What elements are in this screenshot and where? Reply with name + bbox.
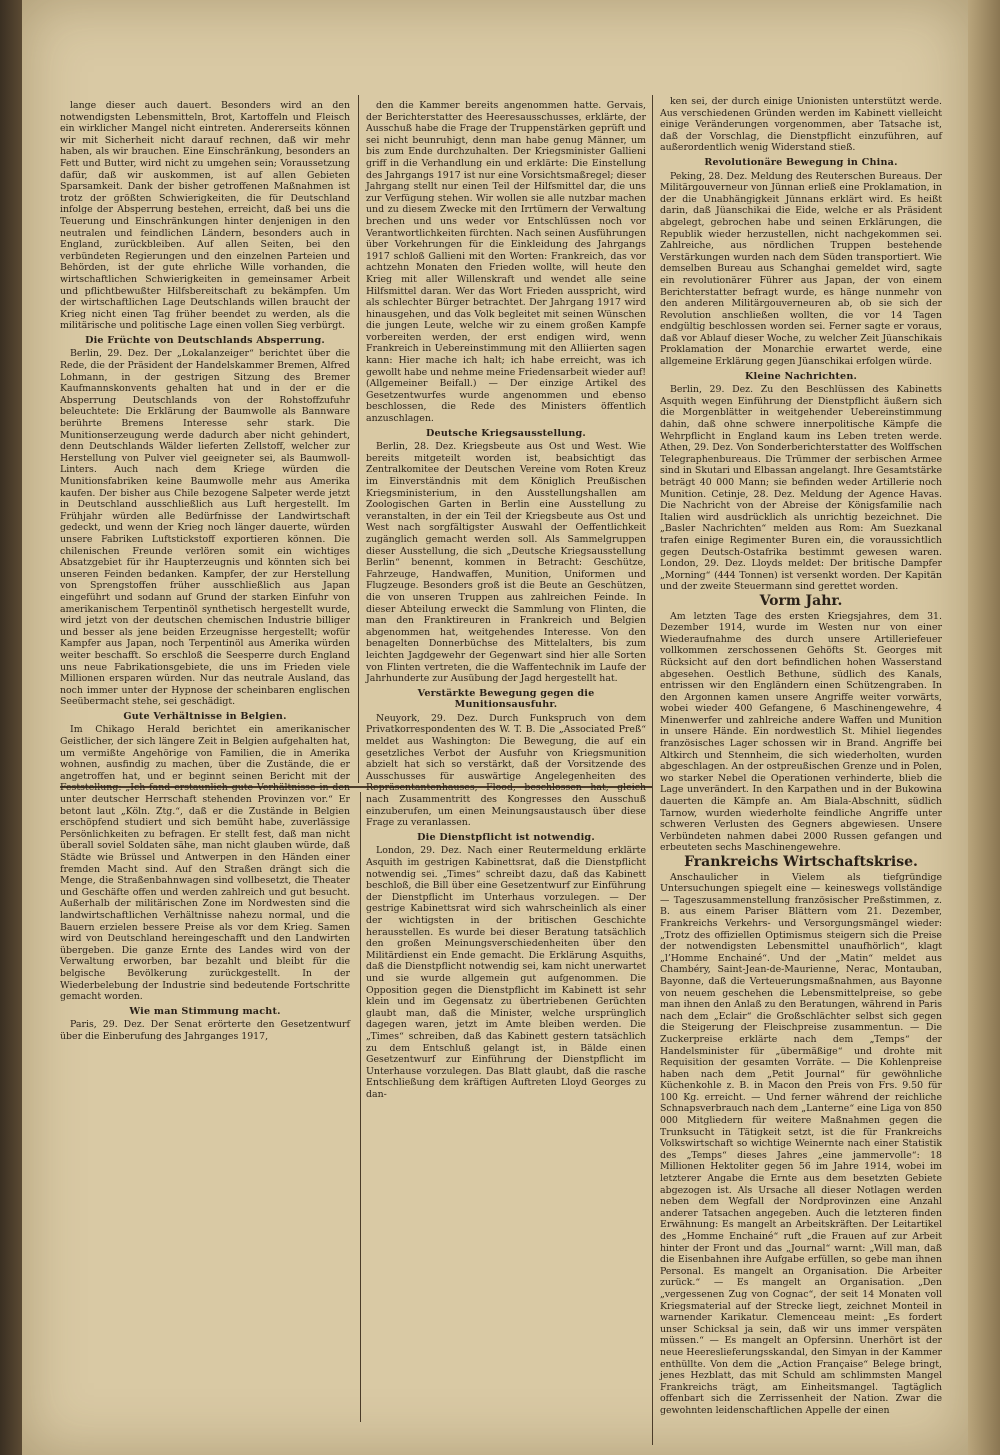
headline-vorm-jahr: Vorm Jahr.	[759, 592, 843, 609]
feuilleton-right	[370, 800, 648, 1420]
article-china: Peking, 28. Dez. Meldung des Reuterschen Bureaus. Der Militärgouverneur von Jünnan erließ eine Proklamation, in der die Unabhängigkeit Jünnans erklärt wird. Es heißt darin, daß Jüanschikai die Eide, welche er als Präsident abgelegt, gebrochen habe und seinen Erklärungen, die Republik wieder herzustellen, nicht nachgekommen sei. Zahlreiche, aus nördlichen Truppen bestehende Verstärkungen wurden nach dem Süden transportiert. Wie demselben Bureau aus Schanghai gemeldet wird, sagte ein revolutionärer Führer aus Japan, der von einem Berichterstatter befragt wurde, es hänge nunmehr von den anderen Militärgouverneuren ab, ob sie sich der Revolution anschließen wollten, die vor 14 Tagen endgültig beschlossen worden sei. Ferner sagte er voraus, daß vor Ablauf dieser Woche, zu welcher Zeit Jüanschikais Proklamation der Monarchie erwartet werde, eine allgemeine Erklärung gegen Jüanschikai erfolgen würde.	[660, 170, 942, 368]
headline-kleine-nachrichten: Kleine Nachrichten.	[744, 370, 858, 382]
feuilleton-column-rule	[360, 792, 361, 1422]
column-1	[60, 100, 350, 1042]
headline-kriegsausstellung: Deutsche Kriegsausstellung.	[426, 427, 586, 439]
headline-stimmung: Wie man Stimmung macht.	[129, 1005, 281, 1017]
column-rule-2	[652, 95, 653, 1445]
feuilleton-left	[66, 800, 354, 1420]
headline-belgien: Gute Verhältnisse in Belgien.	[123, 710, 287, 722]
article-stimmung: Paris, 29. Dez. Der Senat erörterte den Gesetzentwurf über die Einberufung des Jahrganges 1917,	[60, 1019, 350, 1042]
article-belgien: Im Chikago Herald berichtet ein amerikanischer Geistlicher, der sich längere Zeit in Belgien aufgehalten hat, um vermißte Angehörige von Familien, die in Amerika wohnen, ausfindig zu machen, über die Zustände, die er angetroffen hat, und er beginnt seinen Bericht mit der Feststellung: „Ich fand erstaunlich gute Verhältnisse in den unter deutscher Herrschaft stehenden Provinzen vor.“ Er betont laut „Köln. Ztg.“, daß er die Zustände in Belgien erschöpfend studiert und sich bemüht habe, zuverlässige Persönlichkeiten zu befragen. Er stellt fest, daß man nicht überall soviel Soldaten sähe, man nicht glauben würde, daß Städte wie Brüssel und Antwerpen in den Händen einer fremden Macht sind. Auf den Straßen drängt sich die Menge, die Straßenbahnwagen sind vollbesetzt, die Theater und Geschäfte offen und werden zahlreich und gut besucht. Außerhalb der militärischen Zone im Nordwesten sind die landwirtschaftlichen Verhältnisse nahezu normal, und die Bauern erzielen bessere Preise als vor dem Krieg. Samen wird von Deutschland hereingeschafft und den Landwirten übergeben. Die ganze Ernte des Landes wird von der Verwaltung erworben, bar bezahlt und bleibt für die belgische Bevölkerung zurückgestellt. In der Wiederbelebung der Industrie sind bedeutende Fortschritte gemacht worden.	[60, 724, 350, 1003]
article-munitionsausfuhr: Neuyork, 29. Dez. Durch Funkspruch von dem Privatkorrespondenten des W. T. B. Die „Associated Preß“ meldet aus Washington: Die Bewegung, die auf ein gesetzliches Verbot der Ausfuhr von Kriegsmunition abzielt hat sich so verstärkt, daß der Vorsitzende des Ausschusses für auswärtige Angelegenheiten des Repräsentantenhauses, Flood, beschlossen hat, gleich nach Zusammentritt des Kongresses den Ausschuß einzuberufen, um einen Meinungsaustausch über diese Frage zu veranlassen.	[366, 712, 646, 829]
article-kleine-nachrichten: Berlin, 29. Dez. Zu den Beschlüssen des Kabinetts Asquith wegen Einführung der Dienstpflicht äußern sich die Morgenblätter in weitgehender Uebereinstimmung dahin, daß ohne schwere innerpolitische Kämpfe die Wehrpflicht in England kaum ins Leben treten werde. Athen, 29. Dez. Von Sonderberichterstatter des Wolffschen Telegraphenbureaus. Die Trümmer der serbischen Armee sind in Skutari und Elbassan angelangt. Ihre Gesamtstärke beträgt 40 000 Mann; sie befinden weder Artillerie noch Munition. Cetinje, 28. Dez. Meldung der Agence Havas. Die Nachricht von der Abreise der Königsfamilie nach Italien wird ausdrücklich als unrichtig bezeichnet. Die „Basler Nachrichten“ melden aus Rom: Am Suezkanal trafen einige Regimenter Buren ein, die voraussichtlich gegen Deutsch-Ostafrika bestimmt gewesen waren. London, 29. Dez. Lloyds meldet: Der britische Dampfer „Morning“ (444 Tonnen) ist versenkt worden. Der Kapitän und der zweite Steuermann sind gerettet worden.	[660, 384, 942, 593]
column-rule-1	[358, 95, 359, 783]
headline-china: Revolutionäre Bewegung in China.	[704, 156, 898, 168]
headline-absperrung: Die Früchte von Deutschlands Absperrung.	[85, 334, 325, 346]
article-kriegsausstellung: Berlin, 28. Dez. Kriegsbeute aus Ost und West. Wie bereits mitgeteilt worden ist, beabsichtigt das Zentralkomitee der Deutschen Vereine vom Roten Kreuz im Einverständnis mit dem Königlich Preußischen Kriegsministerium, in den Ausstellungshallen am Zoologischen Garten in Berlin eine Ausstellung zu veranstalten, in der ein Teil der Kriegsbeute aus Ost und West nach sorgfältigster Auswahl der Oeffentlichkeit zugänglich gemacht werden soll. Als Sammelgruppen dieser Ausstellung, die sich „Deutsche Kriegsausstellung Berlin“ benennt, kommen in Betracht: Geschütze, Fahrzeuge, Handwaffen, Munition, Uniformen und Flugzeuge. Besonders groß ist die Beute an Geschützen, die von unseren Truppen aus zahlreichen Feinde. In dieser Abteilung erweckt die Sammlung von Flinten, die man den Franktireuren in Frankreich und Belgien abgenommen hat, weitgehendes Interesse. Von den benagelten Donnerbüchse des Mittelalters, bis zum leichten Jagdgewehr der Gegenwart sind hier alle Sorten von Flinten vertreten, die die Waffentechnik im Laufe der Jahrhunderte zur Ausübung der Jagd hergestellt hat.	[366, 441, 646, 685]
article-gallieni: den die Kammer bereits angenommen hatte. Gervais, der Berichterstatter des Heeresausschusses, erklärte, der Ausschuß habe die Frage der Truppenstärken geprüft und sei nicht beunruhigt, denn man habe genug Männer, um bis zum Ende durchzuhalten. Der Kriegsminister Gallieni griff in die Verhandlung ein und erklärte: Die Einstellung des Jahrgangs 1917 ist nur eine Vorsichtsmaßregel; dieser Jahrgang stellt nur einen Teil der Hilfsmittel dar, die uns zur Verfügung stehen. Wir wollen sie alle nutzbar machen und zu diesem Zwecke mit den Irrtümern der Verwaltung brechen und uns weder vor Entschlüssen noch vor Verantwortlichkeiten fürchten. Nach seinen Ausführungen über Vorkehrungen für die Einkleidung des Jahrgangs 1917 schloß Gallieni mit den Worten: Frankreich, das vor achtzehn Monaten den Frieden wollte, will heute den Krieg mit aller Willenskraft und wendet alle seine Hilfsmittel daran. Wer das Wort Frieden ausspricht, wird als schlechter Bürger betrachtet. Der Jahrgang 1917 wird hinausgehen, und das Volk begleitet mit seinen Wünschen die jungen Leute, welche wir zu einem großen Kampfe vorbereiten werden, der erst endigen wird, wenn Frankreich in Uebereinstimmung mit den Alliierten sagen kann: Hier mache ich halt; ich habe erreicht, was ich gewollt habe und nehme meine Friedensarbeit wieder auf! (Allgemeiner Beifall.) — Der einzige Artikel des Gesetzentwurfes wurde angenommen und ebenso beschlossen, die Rede des Ministers öffentlich anzuschlagen.	[366, 100, 646, 425]
column-3	[660, 96, 942, 1436]
article-continuation: lange dieser auch dauert. Besonders wird an den notwendigsten Lebensmitteln, Brot, Kartoffeln und Fleisch ein wirklicher Mangel nicht eintreten. Andererseits können wir mit Sicherheit nicht darauf rechnen, daß wir mehr haben, als wir brauchen. Eine Einschränkung, besonders an Fett und Butter, wird nicht zu umgehen sein; Voraussetzung dafür, daß wir auskommen, ist auf allen Gebieten Sparsamkeit. Dank der bisher getroffenen Maßnahmen ist trotz der größten Schwierigkeiten, die für Deutschland infolge der Absperrung bestehen, erreicht, daß bei uns die Teuerung und Einschränkungen hinter denjenigen in den neutralen und feindlichen Ländern, besonders auch in England, zurückbleiben. Auf allen Seiten, bei den verbündeten Regierungen und den einzelnen Parteien und Behörden, ist der gute ehrliche Wille vorhanden, die wirtschaftlichen Schwierigkeiten in gemeinsamer Arbeit und pflichtbewußter Hilfsbereitschaft zu bekämpfen. Um der wirtschaftlichen Lage Deutschlands willen braucht der Krieg nicht einen Tag früher beendet zu werden, als die militärische und politische Lage einen vollen Sieg verbürgt.	[60, 100, 350, 332]
page-edge	[968, 0, 1000, 1455]
headline-dienstpflicht: Die Dienstpflicht ist notwendig.	[417, 831, 595, 843]
article-continuation-dienstpflicht: ken sei, der durch einige Unionisten unterstützt werde. Aus verschiedenen Gründen werden im Kabinett vielleicht einige Veränderungen vorgenommen, aber Tatsache ist, daß der Vorschlag, die Dienstpflicht einzuführen, auf außerordentlich wenig Widerstand stieß.	[660, 96, 942, 154]
headline-wirtschaftskrise: Frankreichs Wirtschaftskrise.	[684, 854, 918, 870]
column-2	[366, 100, 646, 1100]
article-dienstpflicht: London, 29. Dez. Nach einer Reutermeldung erklärte Asquith im gestrigen Kabinettsrat, daß die Dienstpflicht notwendig sei. „Times“ schreibt dazu, daß das Kabinett beschloß, die Bill über eine Gesetzentwurf zur Einführung der Dienstpflicht im Unterhaus vorzulegen. — Der gestrige Kabinettsrat wird sich wahrscheinlich als einer der wichtigsten in der britischen Geschichte herausstellen. Es wurde bei dieser Beratung tatsächlich den großen Meinungsverschiedenheiten über den Militärdienst ein Ende gemacht. Die Erklärung Asquiths, daß die Dienstpflicht notwendig sei, kam nicht unerwartet und sie wurde allgemein gut aufgenommen. Die Opposition gegen die Dienstpflicht im Kabinett ist sehr klein und im Gegensatz zu übertriebenen Gerüchten glaubt man, daß die Minister, welche ursprünglich dagegen waren, jetzt im Amte bleiben werden. Die „Times“ schreiben, daß das Kabinett gestern tatsächlich zu dem Entschluß gelangt ist, in Bälde einen Gesetzentwurf zur Einführung der Dienstpflicht im Unterhause vorzulegen. Das Blatt glaubt, daß die rasche Entschließung dem kräftigen Auftreten Lloyd Georges zu dan-	[366, 845, 646, 1100]
book-binding	[0, 0, 22, 1455]
headline-munitionsausfuhr: Verstärkte Bewegung gegen die Munitionsausfuhr.	[417, 687, 595, 711]
article-vorm-jahr: Am letzten Tage des ersten Kriegsjahres, dem 31. Dezember 1914, wurde im Westen nur von einer Wiederaufnahme des durch unsere Artilleriefeuer vollkommen zerschossenen Gehöfts St. Georges mit Rücksicht auf den dort befindlichen hohen Wasserstand abgesehen. Oestlich Bethune, südlich des Kanals, entrissen wir den Engländern einen Schützengraben. In den Argonnen kamen unsere Angriffe weiter vorwärts, wobei wieder 400 Gefangene, 6 Maschinengewehre, 4 Minenwerfer und zahlreiche andere Waffen und Munition in unsere Hände. Ein nordwestlich St. Mihiel liegendes französisches Lager schossen wir in Brand. Angriffe bei Altkirch und Stennheim, die sich wiederholten, wurden abgeschlagen. An der ostpreußischen Grenze und in Polen, wo starker Nebel die Operationen verhinderte, blieb die Lage unverändert. In den Karpathen und in der Bukowina dauerten die Kämpfe an. Am Biala-Abschnitt, südlich Tarnow, wurden wiederholte feindliche Angriffe unter schweren Verlusten des Gegners abgewiesen. Unsere Verbündeten nahmen dabei 2000 Russen gefangen und erbeuteten sechs Maschinengewehre.	[660, 610, 942, 854]
article-wirtschaftskrise: Anschaulicher in Vielem als tiefgründige Untersuchungen spiegelt eine — keineswegs vollständige — Tageszusammenstellung französischer Preßstimmen, z. B. aus einem Pariser Blättern vom 21. Dezember, Frankreichs Verkehrs- und Versorgungsmängel wieder: „Trotz des offiziellen Optimismus steigern sich die Preise der notwendigsten Lebensmittel unaufhörlich“, klagt „l’Homme Enchainé“. Und der „Matin“ meldet aus Chambéry, Saint-Jean-de-Maurienne, Nerac, Montauban, Bayonne, daß die Verteuerungsmaßnahmen, aus Bayonne von neuem geschehen die Lebensmittelpreise, so gebe man ihnen den Anlaß zu den Beratungen, während in Paris nach dem „Eclair“ die Großschlächter selbst sich gegen die Steigerung der Fleischpreise zusammentun. — Die Zuckerpreise erklärte nach dem „Temps“ der Handelsminister für „übermäßige“ und drohte mit Requisition der gesamten Vorräte. — Die Kohlenpreise haben nach dem „Petit Journal“ für gewöhnliche Küchenkohle z. B. in Macon den Preis von Frs. 9.50 für 100 Kg. erreicht. — Und ferner während der reichliche Schnapsverbrauch nach dem „Lanterne“ eine Liga von 850 000 Mitgliedern für weitere Maßnahmen gegen die Trunksucht in Tätigkeit setzt, ist die für Frankreichs Volkswirtschaft so wichtige Weinernte nach einer Statistik des „Temps“ dieses Jahres „eine jammervolle“: 18 Millionen Hektoliter gegen 56 im Jahre 1914, wobei im letzterer Angabe die Ernte aus dem besetzten Gebiete abgezogen ist. Als Ursache all dieser Notlagen werden neben dem Wegfall der Nordprovinzen eine Anzahl anderer Tatsachen angegeben. Auch die letzteren finden Erwähnung: Es mangelt an Arbeitskräften. Der Leitartikel des „Homme Enchainé“ ruft „die Frauen auf zur Arbeit hinter der Front und das „Journal“ warnt: „Will man, daß die Eisenbahnen ihre Aufgabe erfüllen, so gebe man ihnen Personal. Es mangelt an Organisation. Die Arbeiter zurück.“ — Es mangelt an Organisation. „Den „vergessenen Zug von Cognac“, der seit 14 Monaten voll Kriegsmaterial auf der Strecke liegt, zeichnet Monteil in warnender Karikatur. Clemenceau meint: „Es fordert unser Schicksal ja sein, daß wir uns immer verspäten müssen.“ — Es mangelt an Opfersinn. Unerhört ist der neue Heereslieferungsskandal, den Simyan in der Kammer enthüllte. Von dem die „Action Française“ Belege bringt, jenes Hezblatt, das mit Schuld am schlimmsten Mangel Frankreichs trägt, am Einheitsmangel. Tagtäglich offenbart sich die Zerrissenheit der Nation. Zwar die gewohnten leidenschaftlichen Appelle der einen	[660, 871, 942, 1416]
article-absperrung: Berlin, 29. Dez. Der „Lokalanzeiger“ berichtet über die Rede, die der Präsident der Handelskammer Bremen, Alfred Lohmann, in der gestrigen Sitzung des Bremer Kaufmannskonvents gehalten hat und in der er die Absperrung Deutschlands von der Rohstoffzufuhr beleuchtete: Die Erklärung der Baumwolle als Bannware berührte Bremens Interesse sehr stark. Die Munitionserzeugung werde dadurch aber nicht gehindert, denn Deutschlands Wälder lieferten Zellstoff, welcher zur Herstellung von Pulver viel geeigneter sei, als Baumwoll-Linters. Auch nach dem Kriege würden die Munitionsfabriken keine Baumwolle mehr aus Amerika kaufen. Der bisher aus Chile bezogene Salpeter werde jetzt in Deutschland ausschließlich aus Luft hergestellt. Im Frühjahr würden alle Bedürfnisse der Landwirtschaft gedeckt, und wenn der Krieg noch länger dauerte, würden unsere Fabriken Luftstickstoff exportieren können. Die chilenischen Freunde verlören somit ein wichtiges Absatzgebiet für ihr Haupterzeugnis und könnten sich bei unseren Feinden bedanken. Kampfer, der zur Herstellung von Sprengstoffen früher ausschließlich aus Japan eingeführt und sodann auf Grund der starken Einfuhr von amerikanischem Terpentinöl synthetisch hergestellt wurde, wird jetzt von der deutschen chemischen Industrie billiger und besser als jene beiden Erzeugnisse hergestellt; wofür Kampfer aus Japan, noch Terpentinöl aus Amerika würden weiter beschafft. So erschloß die Seesperre durch England uns neue Fabrikationsgebiete, die uns im Frieden viele Millionen ersparen würden. Nur das neutrale Ausland, das noch immer unter der Hypnose der scheinbaren englischen Seeübermacht stehe, sei geschädigt.	[60, 348, 350, 708]
